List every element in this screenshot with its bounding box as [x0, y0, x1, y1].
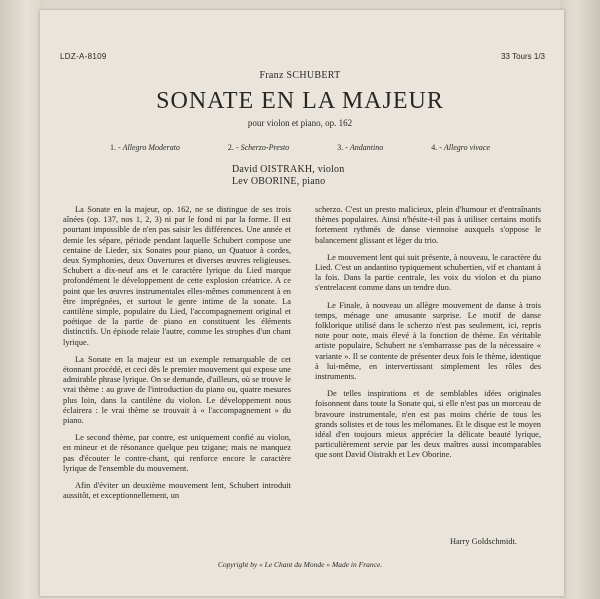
movement-item: 4. - Allegro vivace — [431, 143, 490, 152]
work-subtitle: pour violon et piano, op. 162 — [247, 118, 353, 128]
movement-item: 2. - Scherzo-Presto — [227, 143, 290, 152]
notes-paragraph: Le mouvement lent qui suit présente, à nouveau, le caractère du Lied. C'est un andantino typiquement schubertien, vif et chantant à la fois. Dans la partie centrale, les voix du violon et du piano s'entrelacent comme dans un tendre duo. — [315, 252, 541, 293]
movement-item: 1. - Allegro Moderato — [110, 143, 180, 152]
notes-paragraph: Le Finale, à nouveau un allègre mouvement de danse à trois temps, ménage une amusante surprise. Le motif de danse folklorique utilisé dans le scherzo n'est pas seulement, ici, repris note pour note, mais élevé à la fonction de thème. En véritable artiste populaire, Schubert ne s'embarrasse pas de la nécessaire « variante ». Il se contente de présenter deux fois le thème, identique à lui-même, en intervertissant simplement les rôles des instruments. — [315, 300, 541, 382]
notes-paragraph: Afin d'éviter un deuxième mouvement lent, Schubert introduit aussitôt, et exceptionnellement, un — [63, 481, 291, 501]
performer-piano: Lev OBORINE, piano — [232, 176, 326, 187]
performer-violin: David OISTRAKH, violon — [232, 164, 345, 175]
notes-right-column — [315, 205, 541, 468]
notes-paragraph: La Sonate en la majeur, op. 162, ne se distingue de ses trois aînées (op. 137, nos 1, 2, 3) ni par le fond ni par la forme. Il est pourtant impossible de n'en pas saisir les différences. Une année et demie les sépare, période pendant laquelle Schubert compose une centaine de Lieder, six Sonates pour piano, un Quatuor à cordes, deux Symphonies, deux Ouvertures et diverses œuvres religieuses. Schubert a dix-neuf ans et le caractère lyrique du Lied marque profondément le développement de cette explosion créatrice. A ce point que les œuvres instrumentales elles-mêmes commencent à en être imprégnées, et surtout le genre intime de la sonate. La cantilène simple, populaire du Lied, l'accompagnement original et poétique de la partie de piano en constituent les éléments distinctifs. Un épisode relaie l'autre, comme les strophes d'un chant lyrique. — [63, 205, 291, 347]
author-signature: Harry Goldschmidt. — [450, 537, 517, 546]
performers — [232, 164, 344, 188]
copyright-line: Copyright by « Le Chant du Monde » Made in France. — [217, 560, 383, 569]
notes-left-column — [63, 205, 291, 508]
notes-paragraph: De telles inspirations et de semblables idées originales foisonnent dans toute la Sonate qui, si elle n'est pas un morceau de bravoure instrumentale, n'en est pas moins chérie de tous les grands solistes et de tous les mélomanes. Et le disque est le moyen idéal d'en toujours mieux apprécier la délicate beauté lyrique, particulièrement servie par les deux maîtres aussi incomparables que sont David Oistrakh et Lev Oborine. — [315, 389, 541, 460]
work-title: SONATE EN LA MAJEUR — [156, 88, 444, 114]
notes-paragraph: La Sonate en la majeur est un exemple remarquable de cet étonnant procédé, et ceci dès le premier mouvement qui expose une admirable phrase lyrique. On se demande, d'ailleurs, où se trouve le vrai thème : au grave de l'introduction du piano ou, quatre mesures plus loin, dans la cantilène du violon. Le développement nous éclairera : le vrai thème se trouvait à « l'accompagnement » du piano. — [63, 354, 291, 426]
catalog-number: LDZ-A-8109 — [60, 52, 107, 61]
movement-list — [110, 143, 490, 152]
notes-paragraph: scherzo. C'est un presto malicieux, plein d'humour et d'entraînants thèmes populaires. Ainsi n'hésite-t-il pas à utiliser certains motifs fortement rythmés de danse viennoise auxquels s'oppose le balancement glissant et léger du trio. — [315, 205, 541, 245]
notes-paragraph: Le second thème, par contre, est uniquement confié au violon, en mineur et de résonance quelque peu tzigane; mais ne manquez pas d'écouter le contre-chant, qui renforce encore le caractère lyrique de l'ensemble du mouvement. — [63, 433, 291, 473]
record-speed: 33 Tours 1/3 — [501, 52, 545, 61]
movement-item: 3. - Andantino — [337, 143, 384, 152]
composer-name: Franz SCHUBERT — [259, 70, 341, 81]
